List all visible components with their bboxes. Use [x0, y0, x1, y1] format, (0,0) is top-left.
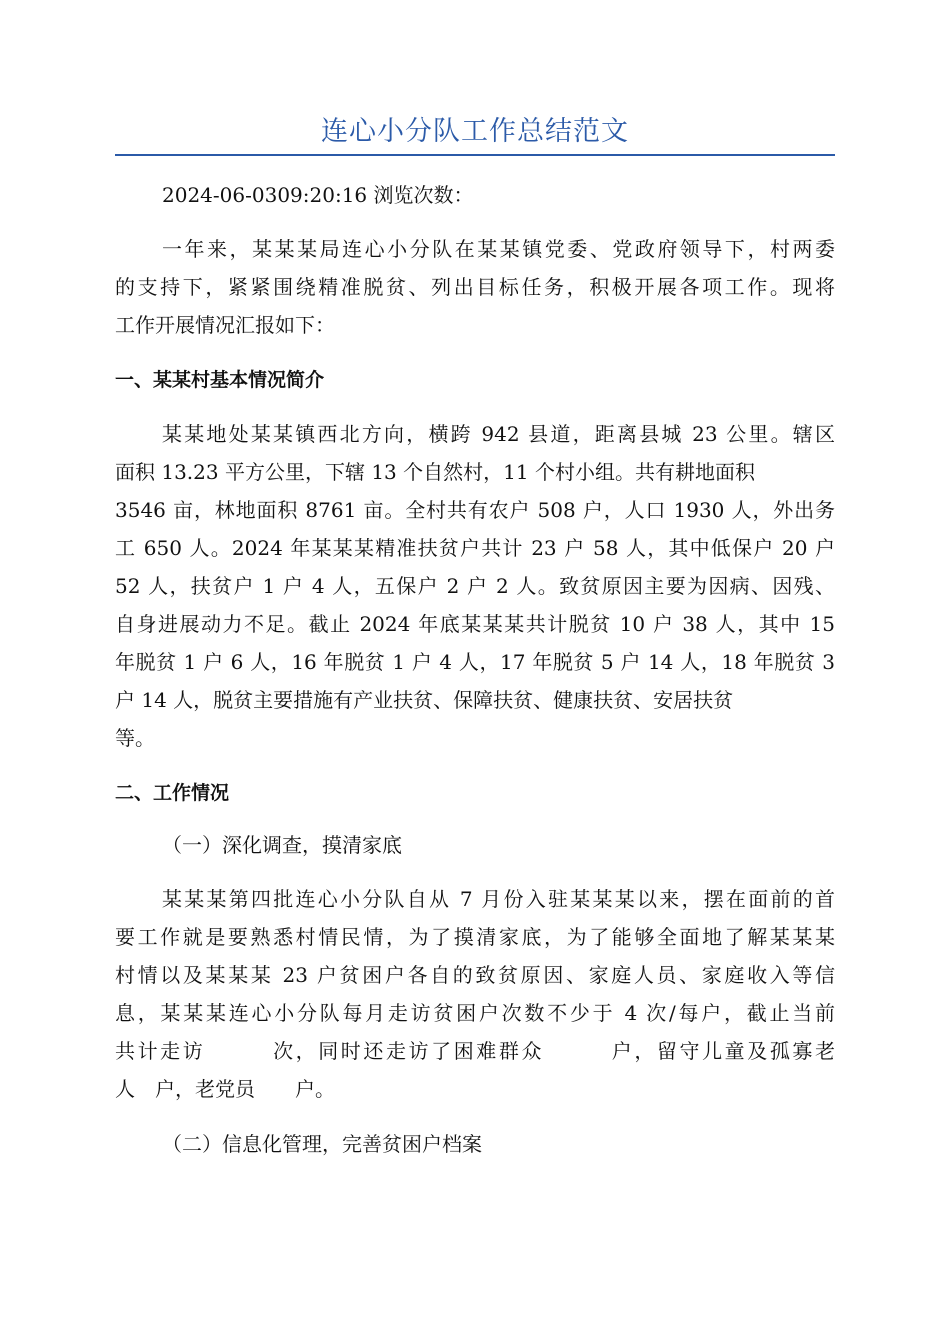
subsection-heading: （二）信息化管理，完善贫困户档案 — [162, 1132, 482, 1156]
intro-line: 的支持下，紧紧围绕精准脱贫、列出目标任务，积极开展各项工作。现将 — [115, 275, 835, 299]
paragraph-line: 3546 亩，林地面积 8761 亩。全村共有农户 508 户，人口 1930 人，外出务 — [115, 498, 835, 522]
title-underline — [115, 154, 835, 156]
paragraph-line: 工 650 人。2024 年某某某精准扶贫户共计 23 户 58 人，其中低保户 20 户 — [115, 536, 835, 560]
intro-line: 工作开展情况汇报如下： — [115, 313, 335, 337]
paragraph-line: 共计走访 次，同时还走访了困难群众 户，留守儿童及孤寡老 — [115, 1039, 835, 1063]
paragraph-line: 面积 13.23 平方公里，下辖 13 个自然村，11 个村小组。共有耕地面积 — [115, 460, 755, 484]
subsection-heading: （一）深化调查，摸清家底 — [162, 833, 402, 857]
paragraph-line: 某某地处某某镇西北方向，横跨 942 县道，距离县城 23 公里。辖区 — [162, 422, 835, 446]
paragraph-line: 自身进展动力不足。截止 2024 年底某某某共计脱贫 10 户 38 人，其中 15 — [115, 612, 835, 636]
meta-line: 2024-06-0309:20:16 浏览次数： — [162, 183, 474, 207]
paragraph-line: 年脱贫 1 户 6 人，16 年脱贫 1 户 4 人，17 年脱贫 5 户 14 人，18 年脱贫 3 — [115, 650, 835, 674]
paragraph-line: 某某某第四批连心小分队自从 7 月份入驻某某某以来，摆在面前的首 — [162, 887, 835, 911]
section-heading: 一、某某村基本情况简介 — [115, 369, 325, 391]
intro-line: 一年来，某某某局连心小分队在某某镇党委、党政府领导下，村两委 — [162, 237, 835, 261]
paragraph-line: 要工作就是要熟悉村情民情，为了摸清家底，为了能够全面地了解某某某 — [115, 925, 835, 949]
paragraph-line: 等。 — [115, 726, 155, 750]
paragraph-line: 息，某某某连心小分队每月走访贫困户次数不少于 4 次/每户，截止当前 — [115, 1001, 835, 1025]
section-heading: 二、工作情况 — [115, 782, 230, 804]
paragraph-line: 户 14 人，脱贫主要措施有产业扶贫、保障扶贫、健康扶贫、安居扶贫 — [115, 688, 734, 712]
paragraph-line: 人 户，老党员 户。 — [115, 1077, 335, 1101]
paragraph-line: 村情以及某某某 23 户贫困户各自的致贫原因、家庭人员、家庭收入等信 — [115, 963, 835, 987]
document-title: 连心小分队工作总结范文 — [321, 116, 629, 147]
paragraph-line: 52 人，扶贫户 1 户 4 人，五保户 2 户 2 人。致贫原因主要为因病、因残、 — [115, 574, 835, 598]
